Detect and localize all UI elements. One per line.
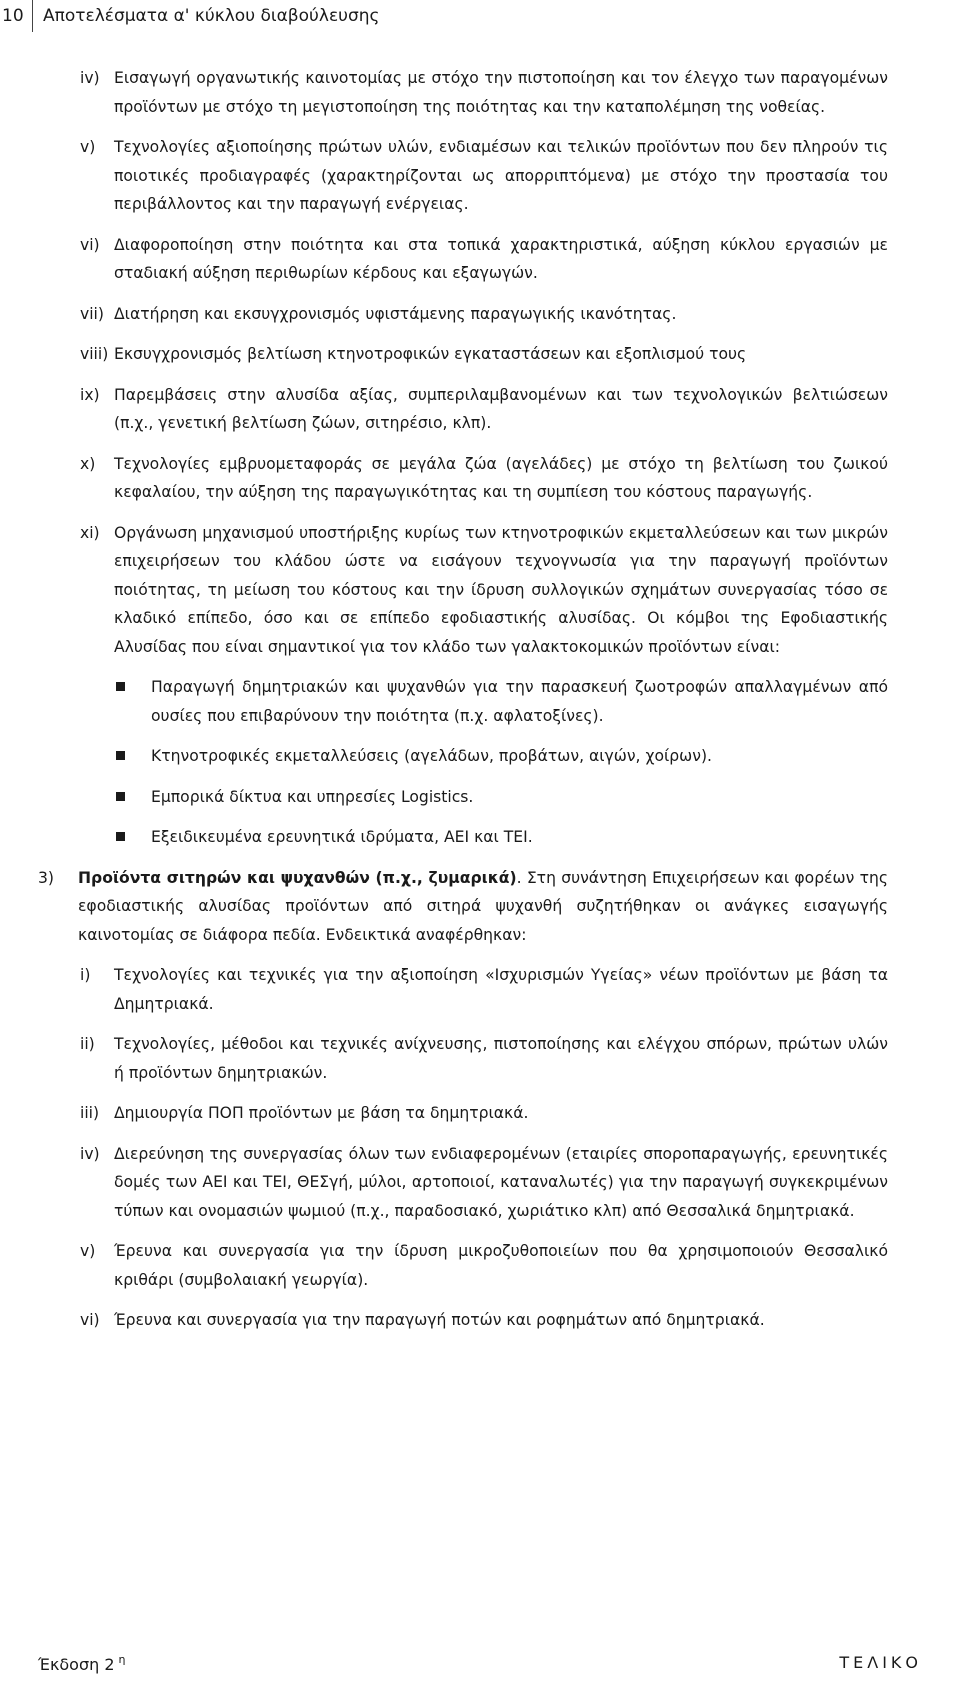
list-marker: vi)	[80, 1311, 100, 1329]
list-item	[80, 961, 888, 1018]
bullet-item	[116, 742, 888, 771]
list-item-text: Τεχνολογίες εμβρυομεταφοράς σε μεγάλα ζώα (αγελάδες) με στόχο τη βελτίωση του ζωικού κεφαλαίου, την αύξηση της παραγωγικότητας και τη συμπίεση του κόστους παραγωγής.	[114, 454, 888, 501]
bullet-item	[116, 673, 888, 730]
bullet-item	[116, 783, 888, 812]
document-body	[38, 64, 888, 1347]
list-marker: iii)	[80, 1104, 100, 1122]
list-item	[80, 231, 888, 288]
list-item	[80, 1306, 888, 1335]
list-item	[80, 133, 888, 219]
section-heading: Προϊόντα σιτηρών και ψυχανθών (π.χ., ζυμαρικά)	[78, 868, 517, 887]
list-item-text: Οργάνωση μηχανισμού υποστήριξης κυρίως των κτηνοτροφικών εκμεταλλεύσεων και των μικρών επιχειρήσεων του κλάδου ώστε να εισάγουν τεχνογνωσία για την παραγωγή προϊόντων ποιότητας, τη μείωση του κόστους και την ίδρυση συλλογικών σχημάτων συνεργασίας τόσο σε κλαδικό επίπεδο, όσο και σε επίπεδο εφοδιαστικής αλυσίδας. Οι κόμβοι της Εφοδιαστικής Αλυσίδας που είναι σημαντικοί για τον κλάδο των γαλακτοκομικών προϊόντων είναι:	[114, 523, 888, 656]
list-item	[80, 64, 888, 121]
header-divider	[32, 0, 33, 32]
list-marker: ix)	[80, 385, 100, 404]
square-bullet-icon	[116, 823, 151, 852]
list-marker: vii)	[80, 304, 104, 323]
list-item-text: Παρεμβάσεις στην αλυσίδα αξίας, συμπεριλαμβανομένων και των τεχνολογικών βελτιώσεων (π.χ., γενετική βελτίωση ζώων, σιτηρέσιο, κλπ).	[114, 385, 888, 432]
list-item	[80, 450, 888, 507]
list-marker: x)	[80, 454, 96, 473]
list-item-text: Εισαγωγή οργανωτικής καινοτομίας με στόχο την πιστοποίηση και τον έλεγχο των παραγομένων προϊόντων με στόχο τη μεγιστοποίηση της ποιότητας και την καταπολέμηση της νοθείας.	[114, 69, 888, 116]
list-item	[80, 340, 888, 369]
list-item-text: Τεχνολογίες αξιοποίησης πρώτων υλών, ενδιαμέσων και τελικών προϊόντων που δεν πληρούν τις ποιοτικές προδιαγραφές (χαρακτηρίζονται ως απορριπτόμενα) με στόχο την προστασία του περιβάλλοντος και την παραγωγή ενέργειας.	[114, 138, 888, 213]
list-marker: iv)	[80, 1144, 100, 1163]
bullet-item-text: Εμπορικά δίκτυα και υπηρεσίες Logistics.	[151, 787, 474, 806]
section-text	[78, 864, 888, 950]
list-item-text: Έρευνα και συνεργασία για την ίδρυση μικροζυθοποιείων που θα χρησιμοποιούν Θεσσαλικό κριθάρι (συμβολαιακή γεωργία).	[114, 1242, 888, 1289]
list-item-text: Δημιουργία ΠΟΠ προϊόντων με βάση τα δημητριακά.	[114, 1104, 529, 1122]
list-marker: iv)	[80, 69, 100, 87]
edition-label: Έκδοση 2	[38, 1655, 115, 1674]
bullet-item-text: Παραγωγή δημητριακών και ψυχανθών για την παρασκευή ζωοτροφών απαλλαγμένων από ουσίες που επιβαρύνουν την ποιότητα (π.χ. αφλατοξίνες).	[151, 678, 888, 725]
section-body: . Στη συνάντηση Επιχειρήσεων και φορέων της εφοδιαστικής αλυσίδας προϊόντων από σιτηρά ψυχανθή συζητήθηκαν οι ανάγκες εισαγωγής καινοτομίας σε διάφορα πεδία. Ενδεικτικά αναφέρθηκαν:	[78, 868, 888, 944]
list-item-text: Διατήρηση και εκσυγχρονισμός υφιστάμενης παραγωγικής ικανότητας.	[114, 304, 677, 323]
list-item	[80, 1140, 888, 1226]
section-marker: 3)	[38, 868, 55, 887]
list-marker: ii)	[80, 1035, 95, 1053]
list-item	[80, 1030, 888, 1087]
square-bullet-icon	[116, 742, 151, 771]
page-number: 10	[2, 6, 24, 26]
list-marker: xi)	[80, 523, 100, 542]
list-item-text: Τεχνολογίες και τεχνικές για την αξιοποίηση «Ισχυρισμών Υγείας» νέων προϊόντων με βάση τα Δημητριακά.	[114, 966, 888, 1013]
square-bullet-icon	[116, 673, 151, 730]
list-item-text: Διαφοροποίηση στην ποιότητα και στα τοπικά χαρακτηριστικά, αύξηση κύκλου εργασιών με σταδιακή αύξηση περιθωρίων κέρδους και εξαγωγών.	[114, 235, 888, 282]
list-item	[80, 1237, 888, 1294]
page-header-title: Αποτελέσματα α' κύκλου διαβούλευσης	[43, 6, 380, 26]
list-item	[80, 300, 888, 329]
list-item-text: Διερεύνηση της συνεργασίας όλων των ενδιαφερομένων (εταιρίες σποροπαραγωγής, ερευνητικές δομές των ΑΕΙ και ΤΕΙ, ΘΕΣγή, μύλοι, αρτοποιοί, καταναλωτές) για την παραγωγή συγκεκριμένων τύπων και ονομασιών ψωμιού (π.χ., παραδοσιακό, χωριάτικο κλπ) από Θεσσαλικά δημητριακά.	[114, 1144, 888, 1220]
list-marker: v)	[80, 1242, 96, 1260]
bullet-item-text: Εξειδικευμένα ερευνητικά ιδρύματα, ΑΕΙ και ΤΕΙ.	[151, 828, 533, 846]
page-header	[0, 0, 380, 32]
list-item-text: Τεχνολογίες, μέθοδοι και τεχνικές ανίχνευσης, πιστοποίησης και ελέγχου σπόρων, πρώτων υλών ή προϊόντων δημητριακών.	[114, 1035, 888, 1082]
footer-status: ΤΕΛΙΚΟ	[839, 1653, 922, 1672]
list-marker: v)	[80, 138, 96, 156]
list-marker: i)	[80, 966, 91, 984]
section-item	[38, 864, 888, 950]
list-item	[80, 381, 888, 438]
footer-edition	[38, 1653, 125, 1674]
list-item-text: Εκσυγχρονισμός βελτίωση κτηνοτροφικών εγκαταστάσεων και εξοπλισμού τους	[114, 345, 747, 363]
list-marker: vi)	[80, 235, 100, 254]
square-bullet-icon	[116, 783, 151, 812]
bullet-item-text: Κτηνοτροφικές εκμεταλλεύσεις (αγελάδων, προβάτων, αιγών, χοίρων).	[151, 747, 712, 765]
list-item	[80, 1099, 888, 1128]
list-item-text: Έρευνα και συνεργασία για την παραγωγή ποτών και ροφημάτων από δημητριακά.	[114, 1311, 765, 1329]
bullet-item	[116, 823, 888, 852]
edition-superscript: η	[118, 1653, 126, 1666]
list-item	[80, 519, 888, 662]
list-marker: viii)	[80, 345, 109, 363]
